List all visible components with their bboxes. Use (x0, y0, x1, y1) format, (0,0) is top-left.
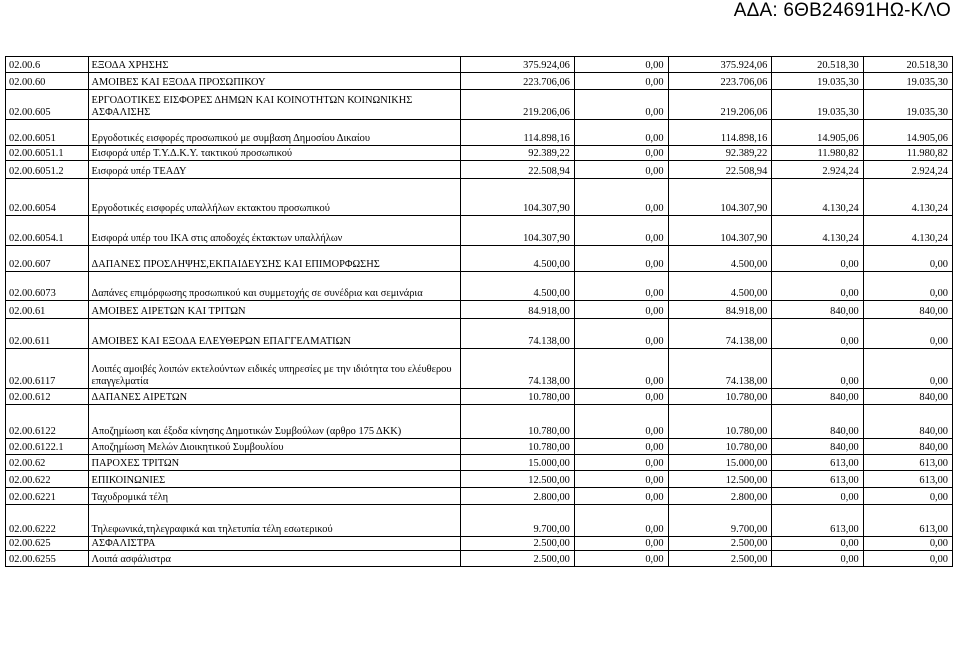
cell-code: 02.00.60 (6, 73, 89, 90)
cell-description: Αποζημίωση Μελών Διοικητικού Συμβουλίου (88, 439, 461, 455)
cell-value-2: 0,00 (574, 471, 668, 488)
cell-value-4: 613,00 (772, 455, 863, 471)
cell-code: 02.00.6222 (6, 505, 89, 537)
cell-value-5: 14.905,06 (863, 120, 952, 146)
cell-value-2: 0,00 (574, 505, 668, 537)
cell-description: Εισφορά υπέρ ΤΕΑΔΥ (88, 161, 461, 179)
cell-value-2: 0,00 (574, 90, 668, 120)
cell-description: ΠΑΡΟΧΕΣ ΤΡΙΤΩΝ (88, 455, 461, 471)
cell-code: 02.00.607 (6, 246, 89, 272)
table-row (6, 389, 953, 405)
cell-description: ΔΑΠΑΝΕΣ ΠΡΟΣΛΗΨΗΣ,ΕΚΠΑΙΔΕΥΣΗΣ ΚΑΙ ΕΠΙΜΟΡΦΩΣΗΣ (88, 246, 461, 272)
cell-value-3: 4.500,00 (668, 272, 772, 301)
cell-value-3: 10.780,00 (668, 389, 772, 405)
table-row (6, 90, 953, 120)
cell-value-5: 613,00 (863, 455, 952, 471)
table-row (6, 272, 953, 301)
cell-value-1: 4.500,00 (461, 246, 575, 272)
cell-code: 02.00.622 (6, 471, 89, 488)
cell-value-2: 0,00 (574, 349, 668, 389)
cell-description: Αποζημίωση και έξοδα κίνησης Δημοτικών Συμβούλων (αρθρο 175 ΔΚΚ) (88, 405, 461, 439)
table-row (6, 319, 953, 349)
cell-value-2: 0,00 (574, 439, 668, 455)
cell-value-2: 0,00 (574, 161, 668, 179)
cell-value-3: 2.800,00 (668, 488, 772, 505)
cell-value-5: 4.130,24 (863, 179, 952, 216)
cell-value-5: 0,00 (863, 551, 952, 567)
cell-value-2: 0,00 (574, 488, 668, 505)
cell-value-3: 9.700,00 (668, 505, 772, 537)
table-row (6, 455, 953, 471)
cell-value-4: 14.905,06 (772, 120, 863, 146)
cell-code: 02.00.6 (6, 57, 89, 73)
table-row (6, 551, 953, 567)
cell-value-2: 0,00 (574, 146, 668, 161)
cell-code: 02.00.6051.2 (6, 161, 89, 179)
table-row (6, 537, 953, 551)
cell-value-3: 4.500,00 (668, 246, 772, 272)
cell-description: Τηλεφωνικά,τηλεγραφικά και τηλετυπία τέλη εσωτερικού (88, 505, 461, 537)
cell-value-4: 0,00 (772, 246, 863, 272)
cell-description: ΔΑΠΑΝΕΣ ΑΙΡΕΤΩΝ (88, 389, 461, 405)
cell-value-3: 2.500,00 (668, 537, 772, 551)
cell-value-5: 840,00 (863, 389, 952, 405)
cell-description: Εργοδοτικές εισφορές υπαλλήλων εκτακτου προσωπικού (88, 179, 461, 216)
cell-description: ΕΠΙΚΟΙΝΩΝΙΕΣ (88, 471, 461, 488)
cell-description: Λοιπές αμοιβές λοιπών εκτελούντων ειδικές υπηρεσίες με την ιδιότητα του ελέυθερου επαγγελματία (88, 349, 461, 389)
cell-value-3: 104.307,90 (668, 216, 772, 246)
cell-value-3: 375.924,06 (668, 57, 772, 73)
cell-value-4: 2.924,24 (772, 161, 863, 179)
table-row (6, 120, 953, 146)
ada-identifier: ΑΔΑ: 6ΘΒ24691ΗΩ-ΚΛΟ (733, 0, 951, 21)
cell-value-1: 2.500,00 (461, 551, 575, 567)
cell-value-3: 22.508,94 (668, 161, 772, 179)
cell-value-1: 15.000,00 (461, 455, 575, 471)
cell-code: 02.00.6051.1 (6, 146, 89, 161)
cell-value-1: 12.500,00 (461, 471, 575, 488)
table-row (6, 146, 953, 161)
cell-description: ΕΞΟΔΑ ΧΡΗΣΗΣ (88, 57, 461, 73)
table-row (6, 161, 953, 179)
cell-value-3: 114.898,16 (668, 120, 772, 146)
cell-code: 02.00.61 (6, 301, 89, 319)
cell-value-2: 0,00 (574, 455, 668, 471)
table-row (6, 405, 953, 439)
cell-description: ΕΡΓΟΔΟΤΙΚΕΣ ΕΙΣΦΟΡΕΣ ΔΗΜΩΝ ΚΑΙ ΚΟΙΝΟΤΗΤΩΝ ΚΟΙΝΩΝΙΚΗΣ ΑΣΦΑΛΙΣΗΣ (88, 90, 461, 120)
cell-description: ΑΜΟΙΒΕΣ ΑΙΡΕΤΩΝ ΚΑΙ ΤΡΙΤΩΝ (88, 301, 461, 319)
cell-description: ΑΣΦΑΛΙΣΤΡΑ (88, 537, 461, 551)
cell-value-5: 19.035,30 (863, 90, 952, 120)
cell-value-4: 840,00 (772, 389, 863, 405)
cell-value-3: 104.307,90 (668, 179, 772, 216)
cell-value-3: 219.206,06 (668, 90, 772, 120)
cell-value-2: 0,00 (574, 73, 668, 90)
cell-value-1: 375.924,06 (461, 57, 575, 73)
cell-value-1: 74.138,00 (461, 319, 575, 349)
cell-value-5: 19.035,30 (863, 73, 952, 90)
cell-value-1: 9.700,00 (461, 505, 575, 537)
table-row (6, 505, 953, 537)
cell-value-2: 0,00 (574, 389, 668, 405)
cell-description: ΑΜΟΙΒΕΣ ΚΑΙ ΕΞΟΔΑ ΕΛΕΥΘΕΡΩΝ ΕΠΑΓΓΕΛΜΑΤΙΩΝ (88, 319, 461, 349)
cell-value-1: 22.508,94 (461, 161, 575, 179)
cell-value-1: 2.500,00 (461, 537, 575, 551)
table-row (6, 439, 953, 455)
cell-value-4: 613,00 (772, 471, 863, 488)
cell-description: ΑΜΟΙΒΕΣ ΚΑΙ ΕΞΟΔΑ ΠΡΟΣΩΠΙΚΟΥ (88, 73, 461, 90)
cell-code: 02.00.605 (6, 90, 89, 120)
cell-value-4: 0,00 (772, 349, 863, 389)
cell-value-5: 840,00 (863, 301, 952, 319)
cell-value-5: 2.924,24 (863, 161, 952, 179)
cell-value-2: 0,00 (574, 537, 668, 551)
cell-code: 02.00.6073 (6, 272, 89, 301)
cell-value-5: 0,00 (863, 349, 952, 389)
cell-value-1: 104.307,90 (461, 216, 575, 246)
cell-value-4: 840,00 (772, 405, 863, 439)
cell-description: Εισφορά υπέρ Τ.Υ.Δ.Κ.Υ. τακτικού προσωπικού (88, 146, 461, 161)
cell-value-2: 0,00 (574, 551, 668, 567)
cell-value-5: 840,00 (863, 439, 952, 455)
cell-value-4: 0,00 (772, 537, 863, 551)
cell-value-5: 840,00 (863, 405, 952, 439)
cell-value-3: 12.500,00 (668, 471, 772, 488)
cell-value-1: 10.780,00 (461, 405, 575, 439)
cell-code: 02.00.6117 (6, 349, 89, 389)
table-row (6, 301, 953, 319)
cell-value-1: 104.307,90 (461, 179, 575, 216)
cell-value-1: 219.206,06 (461, 90, 575, 120)
cell-value-4: 20.518,30 (772, 57, 863, 73)
cell-value-4: 0,00 (772, 488, 863, 505)
cell-code: 02.00.612 (6, 389, 89, 405)
cell-value-5: 0,00 (863, 537, 952, 551)
cell-code: 02.00.6122 (6, 405, 89, 439)
cell-value-1: 114.898,16 (461, 120, 575, 146)
cell-description: Δαπάνες επιμόρφωσης προσωπικού και συμμετοχής σε συνέδρια και σεμινάρια (88, 272, 461, 301)
cell-value-3: 74.138,00 (668, 319, 772, 349)
table-row (6, 471, 953, 488)
table-row (6, 57, 953, 73)
cell-value-1: 4.500,00 (461, 272, 575, 301)
cell-value-4: 0,00 (772, 551, 863, 567)
cell-value-3: 15.000,00 (668, 455, 772, 471)
cell-code: 02.00.6221 (6, 488, 89, 505)
cell-value-5: 0,00 (863, 272, 952, 301)
cell-value-3: 84.918,00 (668, 301, 772, 319)
cell-code: 02.00.6054.1 (6, 216, 89, 246)
cell-value-1: 10.780,00 (461, 439, 575, 455)
cell-code: 02.00.62 (6, 455, 89, 471)
cell-value-3: 10.780,00 (668, 405, 772, 439)
cell-value-4: 19.035,30 (772, 90, 863, 120)
cell-code: 02.00.611 (6, 319, 89, 349)
cell-value-2: 0,00 (574, 319, 668, 349)
budget-table (5, 56, 953, 567)
cell-value-1: 92.389,22 (461, 146, 575, 161)
cell-code: 02.00.6054 (6, 179, 89, 216)
cell-value-4: 0,00 (772, 319, 863, 349)
cell-value-3: 74.138,00 (668, 349, 772, 389)
cell-code: 02.00.6122.1 (6, 439, 89, 455)
cell-value-2: 0,00 (574, 405, 668, 439)
cell-value-2: 0,00 (574, 272, 668, 301)
cell-value-5: 20.518,30 (863, 57, 952, 73)
cell-value-5: 613,00 (863, 471, 952, 488)
cell-value-3: 92.389,22 (668, 146, 772, 161)
cell-value-2: 0,00 (574, 246, 668, 272)
cell-value-4: 840,00 (772, 301, 863, 319)
cell-value-4: 11.980,82 (772, 146, 863, 161)
cell-value-2: 0,00 (574, 120, 668, 146)
cell-value-1: 2.800,00 (461, 488, 575, 505)
cell-value-5: 0,00 (863, 488, 952, 505)
cell-description: Εισφορά υπέρ του ΙΚΑ στις αποδοχές έκτακτων υπαλλήλων (88, 216, 461, 246)
cell-value-4: 19.035,30 (772, 73, 863, 90)
cell-value-5: 0,00 (863, 246, 952, 272)
cell-value-1: 10.780,00 (461, 389, 575, 405)
cell-value-3: 10.780,00 (668, 439, 772, 455)
cell-description: Εργοδοτικές εισφορές προσωπικού με συμβαση Δημοσίου Δικαίου (88, 120, 461, 146)
cell-value-1: 223.706,06 (461, 73, 575, 90)
cell-value-2: 0,00 (574, 301, 668, 319)
table-row (6, 216, 953, 246)
cell-value-4: 4.130,24 (772, 179, 863, 216)
cell-value-5: 4.130,24 (863, 216, 952, 246)
cell-code: 02.00.625 (6, 537, 89, 551)
table-row (6, 179, 953, 216)
cell-description: Λοιπά ασφάλιστρα (88, 551, 461, 567)
cell-value-4: 613,00 (772, 505, 863, 537)
cell-value-5: 613,00 (863, 505, 952, 537)
table-row (6, 73, 953, 90)
cell-value-5: 11.980,82 (863, 146, 952, 161)
cell-value-2: 0,00 (574, 216, 668, 246)
cell-value-1: 84.918,00 (461, 301, 575, 319)
cell-description: Ταχυδρομικά τέλη (88, 488, 461, 505)
cell-code: 02.00.6051 (6, 120, 89, 146)
cell-value-3: 223.706,06 (668, 73, 772, 90)
table-row (6, 488, 953, 505)
cell-value-4: 4.130,24 (772, 216, 863, 246)
table-row (6, 349, 953, 389)
cell-value-4: 840,00 (772, 439, 863, 455)
cell-code: 02.00.6255 (6, 551, 89, 567)
cell-value-1: 74.138,00 (461, 349, 575, 389)
cell-value-3: 2.500,00 (668, 551, 772, 567)
cell-value-2: 0,00 (574, 57, 668, 73)
table-row (6, 246, 953, 272)
cell-value-2: 0,00 (574, 179, 668, 216)
cell-value-5: 0,00 (863, 319, 952, 349)
cell-value-4: 0,00 (772, 272, 863, 301)
